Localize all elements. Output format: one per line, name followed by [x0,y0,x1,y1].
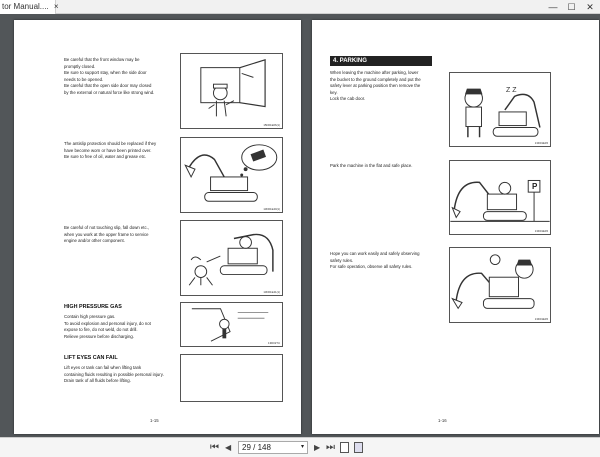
sleep-zz: Z Z [506,87,517,94]
illustration-flat-place [449,160,551,235]
high-pressure-heading: HIGH PRESSURE GAS [64,304,122,310]
illustration-code: 13D01E40(1) [263,207,280,211]
minimize-icon[interactable]: — [548,2,558,12]
parking-sign: P [532,182,538,191]
illustration-code: 13D01E45 [534,141,548,145]
illustration-code: 15D01E06(1) [263,123,280,127]
lift-eyes-heading: LIFT EYES CAN FAIL [64,355,118,361]
tab-title: tor Manual.... [2,2,49,11]
excavator-antislip-drawing [181,138,282,212]
maximize-icon[interactable]: ☐ [567,2,576,12]
page-left [14,20,301,434]
tab-close-icon[interactable]: × [53,2,59,11]
illustration-antislip [180,137,283,213]
illustration-lift-eyes-empty [180,354,283,402]
block3-text: Be careful of not touching slip, fall down etc., when you work at the upper frame to service engine and/or other component. [64,225,150,244]
last-page-icon[interactable]: ⏭ [326,442,335,453]
illustration-pressure [180,302,283,347]
document-tab[interactable] [0,0,59,14]
operator-leaving-drawing [450,73,550,146]
first-page-icon[interactable]: ⏮ [210,442,219,453]
illustration-code: 13D01E45 [534,229,548,233]
two-page-view-icon[interactable] [354,442,363,453]
excavator-fall-drawing [181,221,282,295]
pdf-viewer[interactable] [0,14,600,437]
parking-block2-text: Park the machine in the flat and safe place. [330,163,413,168]
window-controls [545,0,598,14]
happy-operator-drawing [450,248,550,322]
close-window-icon[interactable]: ✕ [586,2,594,12]
block4-text: Contain high pressure gas. To avoid explosion and personal injury, do not expose to fire, do not weld, do not drill. Relieve pressure before discharging. [64,314,151,339]
block2-text: The antislip protection should be replaced if they have become worn or have been printed over. Be sure to free of oil, water and grease etc. [64,141,157,160]
page-display: 29 / 148 [242,443,271,452]
parked-excavator-drawing [450,161,550,234]
block1-text: Be careful that the front window may be promptly closed. Be sure to support stay, when the side door needs to be opened. Be careful that the open side door may closed by the external or natural force like strong wind. [64,57,155,95]
previous-page-icon[interactable]: ◀ [225,443,232,452]
page-number-input[interactable] [238,441,308,454]
side-door-drawing [181,54,282,128]
illustration-side-door [180,53,283,129]
pressure-accumulator-drawing [181,303,282,346]
navigation-toolbar [0,437,600,457]
chevron-down-icon[interactable]: ▾ [300,444,304,450]
parking-block3-text: Hope you can work easily and safely observing safety rules. For safe operation, observe all safety rules. [330,251,420,270]
illustration-code: 13D02TU [268,341,280,345]
section-title-parking: 4. PARKING [330,56,432,66]
illustration-safe-operation [449,247,551,323]
illustration-fall-hazard [180,220,283,296]
illustration-leave-machine [449,72,551,147]
parking-block1-text: When leaving the machine after parking, lower the bucket to the ground completely and put the safety lever at parking position then remove the key. Lock the cab door. [330,70,421,102]
tab-bar [0,0,600,14]
page-number-left: 1-15 [150,418,159,423]
page-number-right: 1-16 [438,418,447,423]
illustration-code: 13D01E41(1) [263,290,280,294]
single-page-view-icon[interactable] [340,442,349,453]
page-right [312,20,599,434]
next-page-icon[interactable]: ▶ [314,443,321,452]
illustration-code: 13D01E45 [534,317,548,321]
block5-text: Lift eyes or tank can fail when lifting tank containing fluids resulting in possible personal injury. Drain tank of all fluids before lifting. [64,365,164,384]
